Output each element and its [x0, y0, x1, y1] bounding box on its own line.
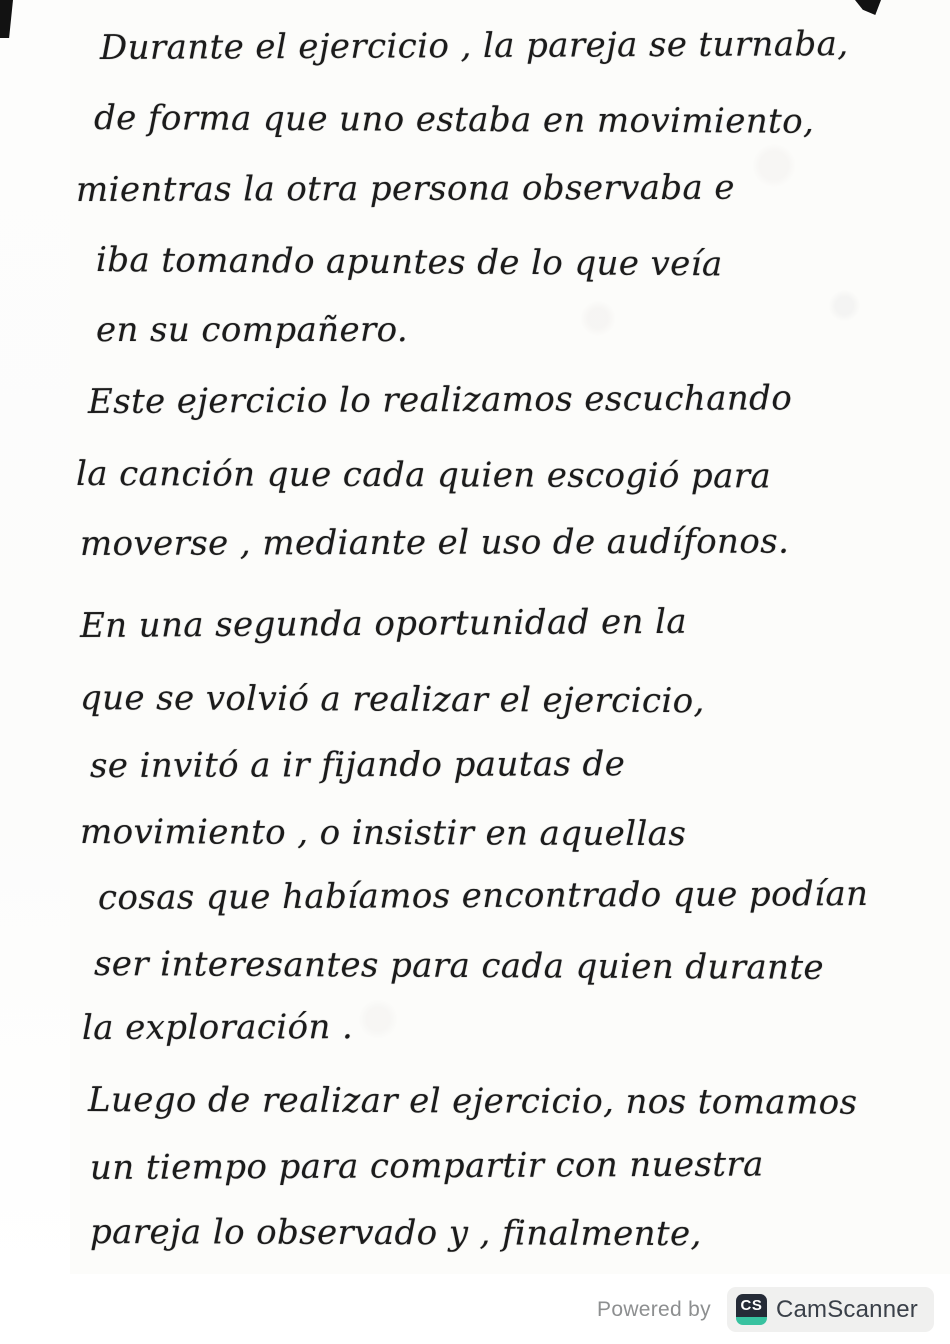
handwritten-line: la exploración .: [81, 1007, 354, 1048]
scan-corner-artifact-left: [0, 0, 13, 38]
handwritten-line: un tiempo para compartir con nuestra: [89, 1144, 764, 1188]
camscanner-logo-accent: [736, 1317, 767, 1325]
handwritten-line: se invitó a ir fijando pautas de: [89, 744, 626, 786]
handwritten-line: de forma que uno estaba en movimiento,: [93, 98, 815, 142]
camscanner-logo-text: CS: [736, 1294, 767, 1317]
handwritten-line: En una segunda oportunidad en la: [79, 601, 688, 646]
camscanner-badge[interactable]: [727, 1287, 934, 1332]
handwritten-line: Este ejercicio lo realizamos escuchando: [87, 378, 793, 422]
handwritten-line: cosas que habíamos encontrado que podían: [97, 873, 869, 918]
handwritten-line: que se volvió a realizar el ejercicio,: [79, 678, 705, 722]
handwritten-line: Luego de realizar el ejercicio, nos tomamos: [87, 1080, 858, 1123]
handwritten-line: Durante el ejercicio , la pareja se turnaba,: [99, 24, 849, 68]
handwritten-line: en su compañero.: [96, 310, 409, 350]
watermark-footer: [597, 1287, 934, 1332]
handwritten-line: pareja lo observado y , finalmente,: [89, 1212, 702, 1255]
handwritten-line: ser interesantes para cada quien durante: [93, 944, 825, 988]
handwritten-line: mientras la otra persona observaba e: [75, 167, 736, 210]
handwritten-line: moverse , mediante el uso de audífonos.: [79, 521, 790, 564]
powered-by-label: Powered by: [597, 1297, 711, 1321]
handwritten-line: movimiento , o insistir en aquellas: [79, 812, 687, 855]
camscanner-logo-icon: [736, 1294, 767, 1325]
handwritten-line: la canción que cada quien escogió para: [75, 454, 772, 497]
handwritten-line: iba tomando apuntes de lo que veía: [95, 240, 723, 285]
camscanner-brand-label: CamScanner: [775, 1295, 918, 1323]
